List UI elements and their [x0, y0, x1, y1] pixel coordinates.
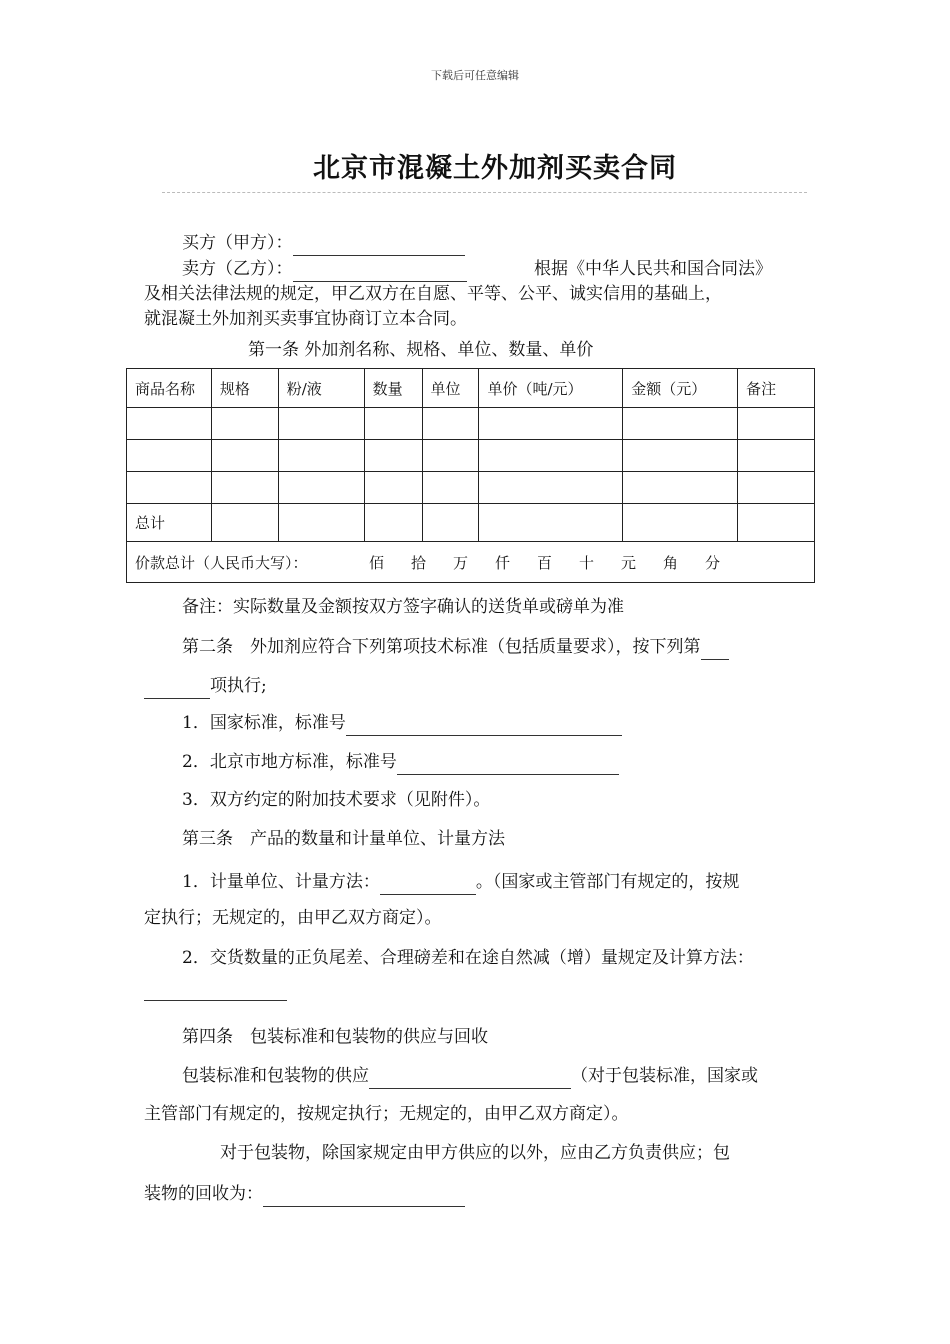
table-cell	[278, 440, 364, 472]
intro-line3: 就混凝土外加剂买卖事宜协商订立本合同。	[144, 309, 467, 329]
table-header-row	[127, 369, 815, 408]
table-cell	[211, 504, 278, 542]
article2-line2-tail: 项执行;	[210, 676, 267, 696]
table-cell	[278, 472, 364, 504]
table-cell	[738, 472, 815, 504]
article4-p2-line1: 对于包装物，除国家规定由甲方供应的以外，应由乙方负责供应；包	[220, 1143, 730, 1163]
buyer-line	[182, 230, 465, 256]
article2-line1	[182, 634, 729, 660]
column-header: 数量	[364, 369, 422, 408]
article2-item1: 1．国家标准，标准号	[182, 713, 346, 733]
table-cell	[127, 408, 212, 440]
local-standard-blank	[397, 756, 619, 775]
total-label: 总计	[127, 504, 212, 542]
table-cell	[422, 472, 479, 504]
table-cell	[738, 408, 815, 440]
buyer-label: 买方（甲方）：	[182, 233, 293, 253]
price-unit: 百	[537, 553, 553, 572]
price-unit: 元	[621, 553, 637, 572]
article2-blank-cont	[144, 680, 210, 699]
intro-line1-tail: 根据《中华人民共和国合同法》	[534, 259, 772, 279]
table-cell	[211, 408, 278, 440]
article4-p1-head: 包装标准和包装物的供应	[182, 1066, 369, 1086]
goods-table	[126, 368, 815, 583]
article3-item2-blank	[144, 1000, 287, 1001]
price-unit: 万	[453, 553, 469, 572]
price-unit: 角	[663, 553, 679, 572]
packaging-recycle-blank	[263, 1188, 465, 1207]
article3-item2: 2．交货数量的正负尾差、合理磅差和在途自然减（增）量规定及计算方法：	[182, 948, 754, 968]
article3-title: 第三条 产品的数量和计量单位、计量方法	[182, 829, 505, 849]
price-unit: 分	[705, 553, 721, 572]
column-header: 备注	[738, 369, 815, 408]
article4-p2-text: 装物的回收为：	[144, 1184, 263, 1204]
table-cell	[127, 440, 212, 472]
packaging-supply-blank	[369, 1070, 571, 1089]
seller-blank	[293, 263, 467, 282]
article1-title: 第一条 外加剂名称、规格、单位、数量、单价	[248, 340, 594, 360]
column-header: 规格	[211, 369, 278, 408]
table-cell	[623, 472, 738, 504]
column-header: 单位	[422, 369, 479, 408]
table-cell	[127, 472, 212, 504]
table-cell	[422, 504, 479, 542]
table-cell	[278, 408, 364, 440]
seller-label: 卖方（乙方）：	[182, 259, 293, 279]
table-cell	[211, 472, 278, 504]
article3-item1-tail: 。（国家或主管部门有规定的，按规	[475, 872, 740, 892]
article2-item2: 2．北京市地方标准，标准号	[182, 752, 397, 772]
table-cell	[738, 440, 815, 472]
table-cell	[364, 504, 422, 542]
article2-item3: 3．双方约定的附加技术要求（见附件）。	[182, 790, 491, 810]
table-row	[127, 472, 815, 504]
table-cell	[422, 440, 479, 472]
article3-item1-line	[182, 869, 739, 895]
table-cell	[623, 440, 738, 472]
table-cell	[364, 440, 422, 472]
table-cell	[211, 440, 278, 472]
total-row	[127, 504, 815, 542]
price-total-row	[127, 542, 815, 583]
column-header: 商品名称	[127, 369, 212, 408]
price-total-label: 价款总计（人民币大写）：	[135, 553, 308, 572]
article2-item2-line	[182, 749, 619, 775]
article4-title: 第四条 包装标准和包装物的供应与回收	[182, 1027, 488, 1047]
table-cell	[623, 408, 738, 440]
article4-p1-tail: （对于包装标准，国家或	[571, 1066, 758, 1086]
price-unit: 拾	[411, 553, 427, 572]
title-divider	[162, 192, 807, 193]
article2-text: 第二条 外加剂应符合下列第项技术标准（包括质量要求），按下列第	[182, 637, 701, 657]
buyer-blank	[293, 237, 465, 256]
header-note: 下载后可任意编辑	[431, 69, 519, 82]
table-cell	[479, 472, 623, 504]
column-header: 金额（元）	[623, 369, 738, 408]
table-cell	[278, 504, 364, 542]
contract-title: 北京市混凝土外加剂买卖合同	[313, 153, 677, 184]
article2-item1-line	[182, 710, 622, 736]
table-row	[127, 440, 815, 472]
table-cell	[623, 504, 738, 542]
price-unit: 仟	[495, 553, 511, 572]
table-cell	[364, 408, 422, 440]
table-cell	[479, 408, 623, 440]
article4-p1-line1	[182, 1063, 758, 1089]
table-cell	[364, 472, 422, 504]
article2-blank	[701, 641, 729, 660]
article4-p2-line2	[144, 1181, 465, 1207]
price-total-cell	[127, 542, 815, 583]
price-unit: 佰	[369, 553, 385, 572]
national-standard-blank	[346, 717, 622, 736]
intro-line2: 及相关法律法规的规定，甲乙双方在自愿、平等、公平、诚实信用的基础上，	[144, 284, 722, 304]
column-header: 粉/液	[278, 369, 364, 408]
measure-method-blank	[380, 876, 476, 895]
table-cell	[738, 504, 815, 542]
article3-item1-head: 1．计量单位、计量方法：	[182, 872, 380, 892]
table-row	[127, 408, 815, 440]
article4-p1-line2: 主管部门有规定的，按规定执行；无规定的，由甲乙双方商定）。	[144, 1104, 629, 1124]
price-unit: 十	[579, 553, 595, 572]
table-note: 备注：实际数量及金额按双方签字确认的送货单或磅单为准	[182, 597, 624, 617]
table-cell	[479, 504, 623, 542]
article3-item1-line2: 定执行；无规定的，由甲乙双方商定）。	[144, 908, 442, 928]
column-header: 单价（吨/元）	[479, 369, 623, 408]
table-cell	[479, 440, 623, 472]
table-cell	[422, 408, 479, 440]
article2-line2	[144, 673, 267, 699]
seller-line	[182, 256, 467, 282]
